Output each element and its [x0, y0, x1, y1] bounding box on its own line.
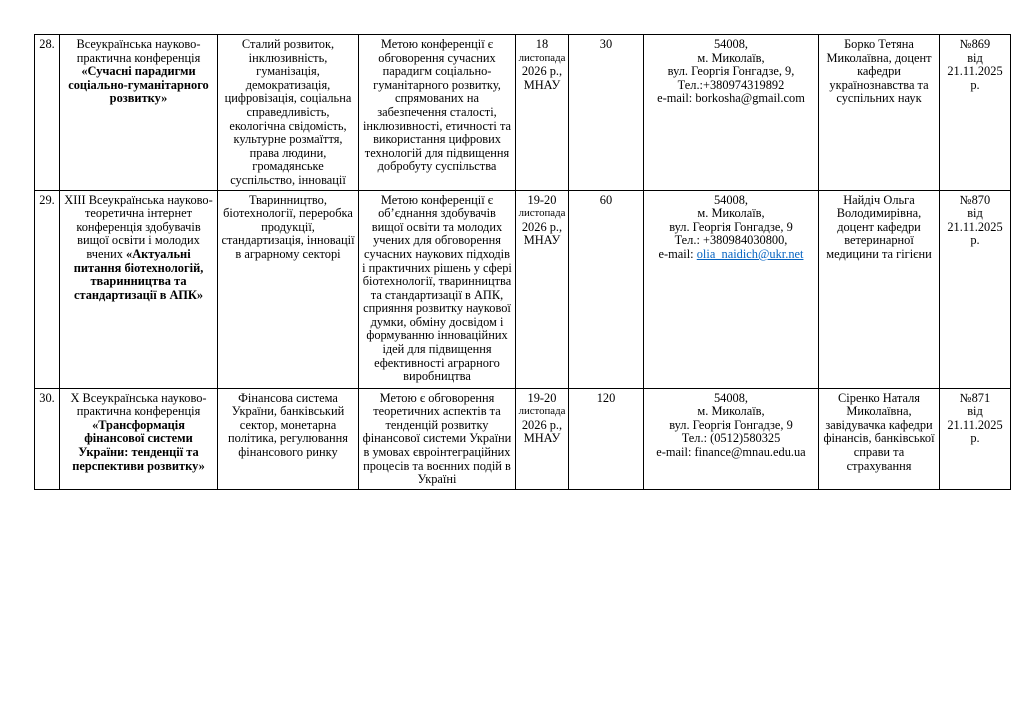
address-cell [644, 388, 819, 489]
organizer-cell [819, 35, 940, 191]
conference-title-bold: «Актуальні питання біотехнологій, тваринництва та стандартизації в АПК» [73, 246, 204, 302]
organizer-text: Сіренко Наталя Миколаївна, завідувачка кафедри фінансів, банківської справи та страхування [823, 390, 935, 473]
purpose-text: Метою є обговорення теоретичних аспектів та тенденцій розвитку фінансової системи України в умовах євроінтеграційних процесів та воєнних подій в Україні [362, 390, 512, 487]
address-line: м. Миколаїв, [697, 404, 765, 419]
purpose-text: Метою конференції є об’єднання здобувачів вищої освіти та молодих учених для обговорення сучасних наукових підходів і практичних рішень у сфері біотехнології, тваринництва та стандартизації в АПК, сприяння розвитку наукової думки, обміну досвідом і формуванню інноваційних ідей для підвищення ефективності аграрного виробництва [362, 192, 512, 384]
table-row [35, 388, 1011, 489]
date-cell [516, 190, 569, 388]
conference-title-bold: «Трансформація фінансової системи України: тенденції та перспективи розвитку» [72, 417, 205, 473]
registration-date: 21.11.2025 р. [947, 417, 1003, 446]
conference-title-prefix: ХІІІ Всеукраїнська науково-теоретична інтернет конференція здобувачів вищої освіти і молодих вчених [64, 192, 213, 261]
date-year: 2026 р., [521, 417, 563, 432]
registration-from: від [967, 206, 983, 221]
row-number-cell [35, 190, 60, 388]
address-line: 54008, [713, 37, 749, 51]
address-line: м. Миколаїв, [697, 50, 765, 65]
registration-number: №870 [959, 192, 991, 207]
participants-count: 30 [599, 37, 613, 51]
table-row [35, 35, 1011, 191]
email-label: e-mail: [658, 246, 697, 261]
date-cell [516, 35, 569, 191]
address-line: м. Миколаїв, [697, 206, 765, 221]
topics-text: Тваринництво, біотехнології, переробка продукції, стандартизація, інновації в аграрному секторі [221, 192, 355, 261]
organizer-text: Найдіч Ольга Володимирівна, доцент кафедри ветеринарної медицини та гігієни [826, 192, 932, 261]
registration-date: 21.11.2025 р. [947, 64, 1003, 92]
registration-cell [940, 388, 1011, 489]
registration-number: №869 [959, 37, 991, 51]
date-day: 19-20 [527, 192, 557, 207]
address-cell [644, 35, 819, 191]
address-line: 54008, [713, 192, 749, 207]
row-number-cell [35, 35, 60, 191]
topics-cell [218, 190, 359, 388]
date-month: листопада [518, 207, 566, 220]
date-day: 18 [535, 37, 549, 51]
date-year: 2026 р., [521, 219, 563, 234]
registration-from: від [967, 50, 983, 65]
participants-count: 120 [596, 390, 616, 405]
date-cell [516, 388, 569, 489]
topics-text: Фінансова система України, банківський сектор, монетарна політика, регулювання фінансового ринку [228, 390, 348, 459]
purpose-cell [359, 190, 516, 388]
address-line: 54008, [713, 390, 749, 405]
registration-date: 21.11.2025 р. [947, 219, 1003, 248]
row-number: 29. [39, 192, 55, 207]
date-place: МНАУ [523, 431, 561, 446]
registration-cell [940, 35, 1011, 191]
address-line: вул. Георгія Гонгадзе, 9, [667, 64, 795, 79]
date-place: МНАУ [523, 233, 561, 248]
date-day: 19-20 [527, 390, 557, 405]
participants-cell [569, 190, 644, 388]
date-month: листопада [518, 405, 566, 418]
topics-text: Сталий розвиток, інклюзивність, гуманізація, демократизація, цифровізація, соціальна справедливість, екологічна свідомість, культурне розмаїття, права людини, громадянське суспільство, інновації [224, 37, 352, 187]
purpose-cell [359, 35, 516, 191]
conference-title-cell [60, 35, 218, 191]
address-line: вул. Георгія Гонгадзе, 9 [669, 417, 793, 432]
address-line: вул. Георгія Гонгадзе, 9 [669, 219, 793, 234]
conference-title-cell [60, 190, 218, 388]
conference-title-prefix: Х Всеукраїнська науково-практична конференція [70, 390, 207, 419]
email-label: e-mail: [656, 444, 695, 459]
email-line [646, 92, 816, 106]
date-place: МНАУ [523, 77, 561, 92]
email-address: finance@mnau.edu.ua [694, 444, 806, 459]
organizer-text: Борко Тетяна Миколаївна, доцент кафедри українознавства та суспільних наук [826, 37, 932, 106]
email-line [646, 248, 816, 262]
email-line [646, 446, 816, 460]
row-number-cell [35, 388, 60, 489]
registration-number: №871 [959, 390, 991, 405]
row-number: 30. [39, 390, 55, 405]
conference-table [34, 34, 1011, 490]
email-label: e-mail: [657, 91, 696, 106]
address-line: Тел.:+380974319892 [677, 77, 785, 92]
date-month: листопада [518, 51, 566, 64]
participants-cell [569, 35, 644, 191]
table-row [35, 190, 1011, 388]
registration-from: від [967, 404, 983, 419]
participants-cell [569, 388, 644, 489]
purpose-text: Метою конференції є обговорення сучасних парадигм соціально-гуманітарного розвитку, спрямованих на забезпечення сталості, інклюзивності, етичності та використання цифрових технологій для підвищення добробуту суспільства [362, 37, 512, 174]
topics-cell [218, 388, 359, 489]
conference-title-cell [60, 388, 218, 489]
purpose-cell [359, 388, 516, 489]
row-number: 28. [39, 37, 55, 51]
email-address: borkosha@gmail.com [695, 91, 805, 106]
conference-title-prefix: Всеукраїнська науково-практична конференція [76, 37, 201, 65]
conference-title-bold: «Сучасні парадигми соціально-гуманітарного розвитку» [68, 64, 209, 106]
address-cell [644, 190, 819, 388]
topics-cell [218, 35, 359, 191]
organizer-cell [819, 190, 940, 388]
email-address-link[interactable]: olia_naidich@ukr.net [696, 246, 804, 261]
registration-cell [940, 190, 1011, 388]
address-line: Тел.: (0512)580325 [681, 431, 781, 446]
date-year: 2026 р., [521, 64, 563, 79]
address-line: Тел.: +380984030800, [674, 233, 788, 248]
organizer-cell [819, 388, 940, 489]
participants-count: 60 [599, 192, 613, 207]
